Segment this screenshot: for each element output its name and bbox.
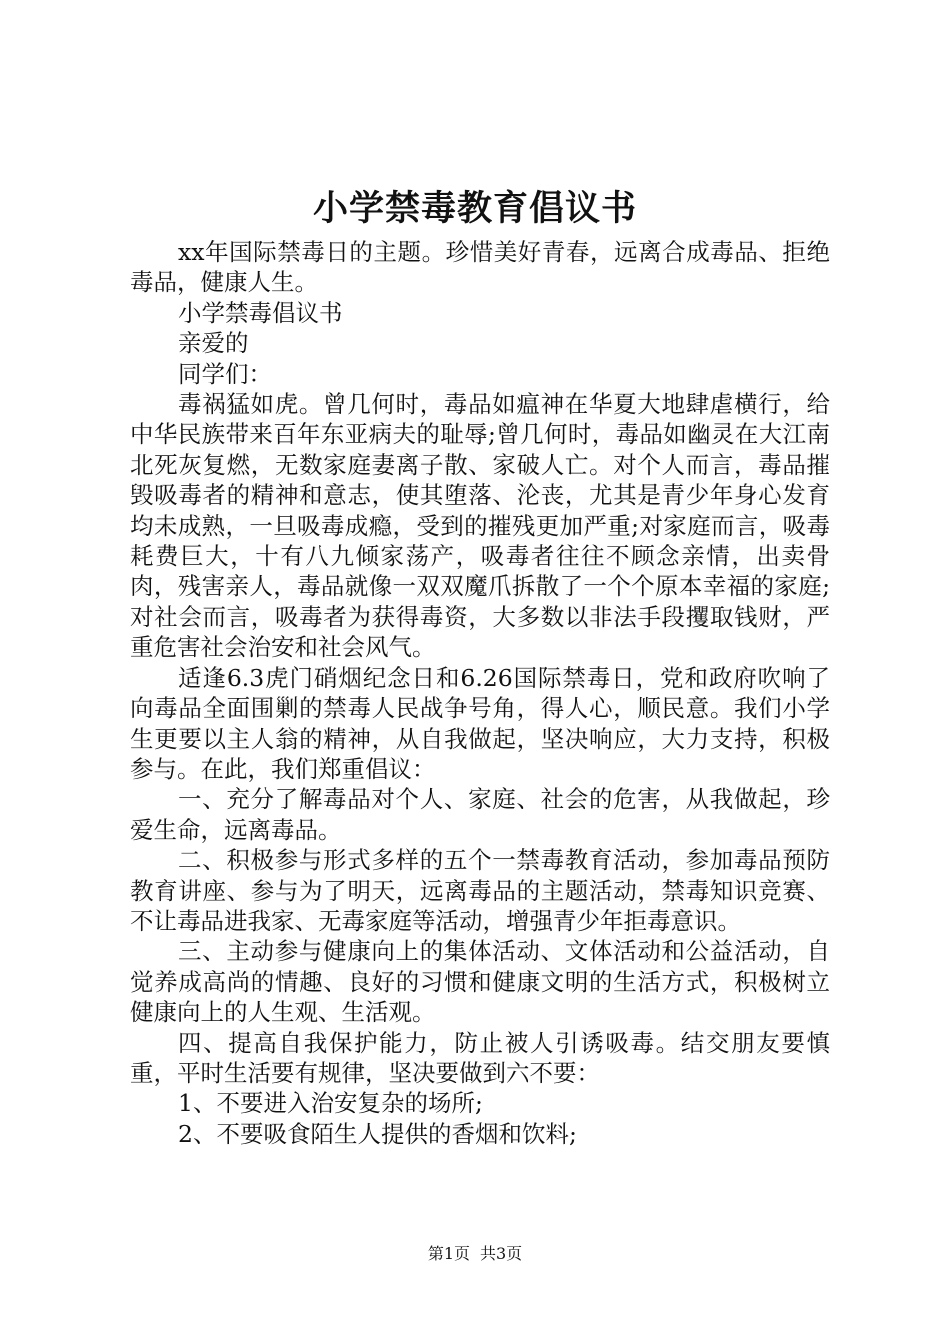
paragraph-rule-1: 1、不要进入治安复杂的场所; — [178, 1089, 483, 1118]
paragraph-rule-2: 2、不要吸食陌生人提供的香烟和饮料; — [178, 1119, 577, 1148]
paragraph-theme: xx年国际禁毒日的主题。珍惜美好青春，远离合成毒品、拒绝毒品，健康人生。 — [130, 238, 830, 297]
document-body — [130, 237, 830, 1149]
paragraph-occasion: 适逢6.3虎门硝烟纪念日和6.26国际禁毒日，党和政府吹响了向毒品全面围剿的禁毒人民战争号角，得人心，顺民意。我们小学生更要以主人翁的精神，从自我做起，坚决响应，大力支持，积极参与。在此，我们郑重倡议： — [130, 663, 830, 783]
paragraph-proposal-4: 四、提高自我保护能力，防止被人引诱吸毒。结交朋友要慎重，平时生活要有规律，坚决要做到六不要： — [130, 1028, 830, 1087]
paragraph-salutation-2: 同学们： — [178, 359, 272, 388]
paragraph-proposal-2: 二、积极参与形式多样的五个一禁毒教育活动，参加毒品预防教育讲座、参与为了明天，远离毒品的主题活动，禁毒知识竞赛、不让毒品进我家、无毒家庭等活动，增强青少年拒毒意识。 — [130, 846, 830, 935]
page-footer — [0, 1244, 950, 1264]
paragraph-proposal-3: 三、主动参与健康向上的集体活动、文体活动和公益活动，自觉养成高尚的情趣、良好的习惯和健康文明的生活方式，积极树立健康向上的人生观、生活观。 — [130, 937, 830, 1027]
document-title: 小学禁毒教育倡议书 — [312, 189, 637, 229]
page-number: 第1页 — [427, 1244, 470, 1263]
paragraph-subtitle: 小学禁毒倡议书 — [178, 298, 343, 327]
page-total: 共3页 — [480, 1244, 523, 1263]
paragraph-proposal-1: 一、充分了解毒品对个人、家庭、社会的危害，从我做起，珍爱生命，远离毒品。 — [130, 785, 830, 844]
paragraph-harm: 毒祸猛如虎。曾几何时，毒品如瘟神在华夏大地肆虐横行，给中华民族带来百年东亚病夫的耻辱;曾几何时，毒品如幽灵在大江南北死灰复燃，无数家庭妻离子散、家破人亡。对个人而言，毒品摧毁吸毒者的精神和意志，使其堕落、沦丧，尤其是青少年身心发育均未成熟，一旦吸毒成瘾，受到的摧残更加严重;对家庭而言，吸毒耗费巨大，十有八九倾家荡产，吸毒者往往不顾念亲情，出卖骨肉，残害亲人，毒品就像一双双魔爪拆散了一个个原本幸福的家庭;对社会而言，吸毒者为获得毒资，大多数以非法手段攫取钱财，严重危害社会治安和社会风气。 — [130, 390, 830, 662]
paragraph-salutation-1: 亲爱的 — [178, 329, 249, 358]
